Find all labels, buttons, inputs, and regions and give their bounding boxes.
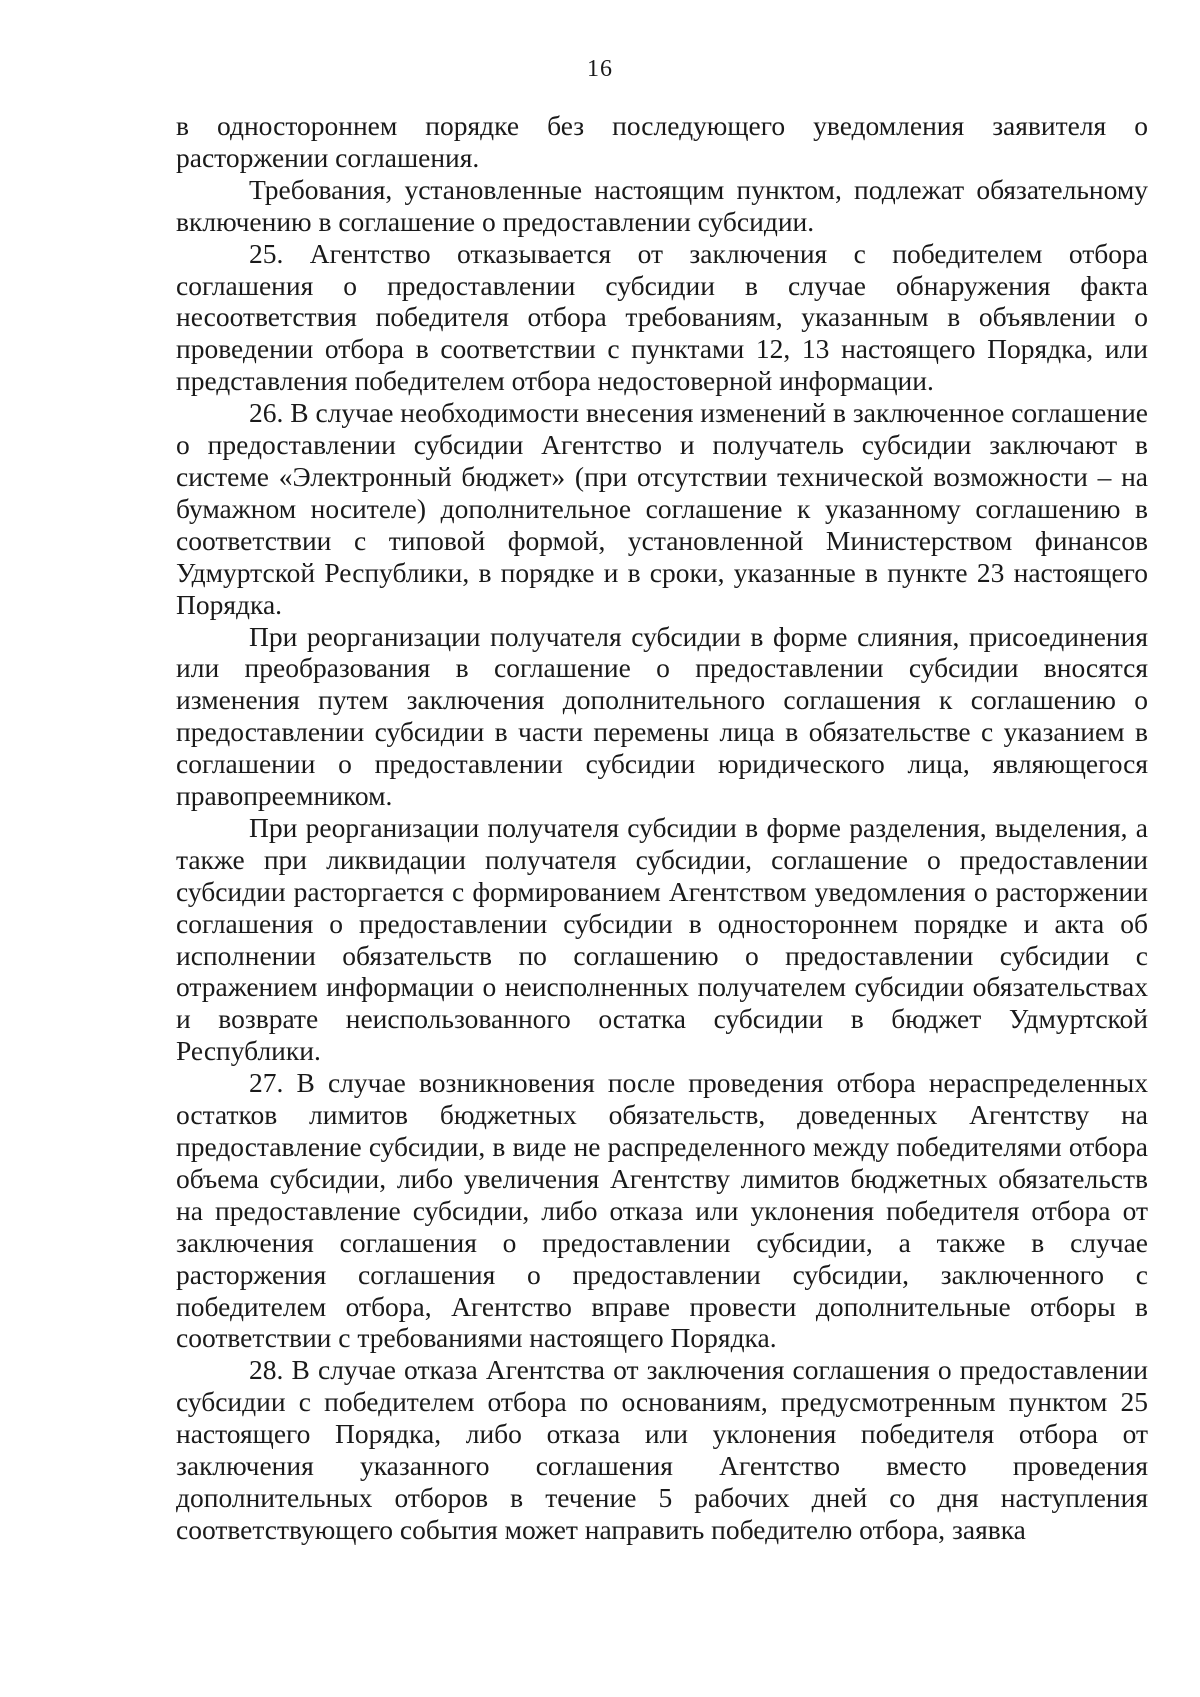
paragraph-item-28: 28. В случае отказа Агентства от заключения соглашения о предоставлении субсидии с победителем отбора по основаниям, предусмотренным пунктом 25 настоящего Порядка, либо отказа или уклонения победителя отбора от заключения указанного соглашения Агентство вместо проведения дополнительных отборов в течение 5 рабочих дней со дня наступления соответствующего события может направить победителю отбора, заявка bbox=[176, 1354, 1148, 1545]
paragraph-item-27: 27. В случае возникновения после проведения отбора нераспределенных остатков лимитов бюджетных обязательств, доведенных Агентству на предоставление субсидии, в виде не распределенного между победителями отбора объема субсидии, либо увеличения Агентству лимитов бюджетных обязательств на предоставление субсидии, либо отказа или уклонения победителя отбора от заключения соглашения о предоставлении субсидии, а также в случае расторжения соглашения о предоставлении субсидии, заключенного с победителем отбора, Агентство вправе провести дополнительные отборы в соответствии с требованиями настоящего Порядка. bbox=[176, 1067, 1148, 1354]
paragraph-continuation: в одностороннем порядке без последующего уведомления заявителя о расторжении соглашения. bbox=[176, 110, 1148, 173]
page-number: 16 bbox=[587, 56, 613, 82]
paragraph-requirements: Требования, установленные настоящим пунктом, подлежат обязательному включению в соглашение о предоставлении субсидии. bbox=[176, 173, 1148, 237]
paragraph-reorganization-division: При реорганизации получателя субсидии в форме разделения, выделения, а также при ликвидации получателя субсидии, соглашение о предоставлении субсидии расторгается с формированием Агентством уведомления о расторжении соглашения о предоставлении субсидии в одностороннем порядке и акта об исполнении обязательств по соглашению о предоставлении субсидии с отражением информации о неисполненных получателем субсидии обязательствах и возврате неиспользованного остатка субсидии в бюджет Удмуртской Республики. bbox=[176, 811, 1148, 1067]
paragraph-reorganization-merger: При реорганизации получателя субсидии в форме слияния, присоединения или преобразования в соглашение о предоставлении субсидии вносятся изменения путем заключения дополнительного соглашения к соглашению о предоставлении субсидии в части перемены лица в обязательстве с указанием в соглашении о предоставлении субсидии юридического лица, являющегося правопреемником. bbox=[176, 620, 1148, 812]
paragraph-item-26: 26. В случае необходимости внесения изменений в заключенное соглашение о предоставлении субсидии Агентство и получатель субсидии заключают в системе «Электронный бюджет» (при отсутствии технической возможности – на бумажном носителе) дополнительное соглашение к указанному соглашению в соответствии с типовой формой, установленной Министерством финансов Удмуртской Республики, в порядке и в сроки, указанные в пункте 23 настоящего Порядка. bbox=[176, 397, 1148, 620]
document-body bbox=[176, 110, 1148, 1546]
paragraph-item-25: 25. Агентство отказывается от заключения с победителем отбора соглашения о предоставлении субсидии в случае обнаружения факта несоответствия победителя отбора требованиям, указанным в объявлении о проведении отбора в соответствии с пунктами 12, 13 настоящего Порядка, или представления победителем отбора недостоверной информации. bbox=[176, 237, 1148, 397]
